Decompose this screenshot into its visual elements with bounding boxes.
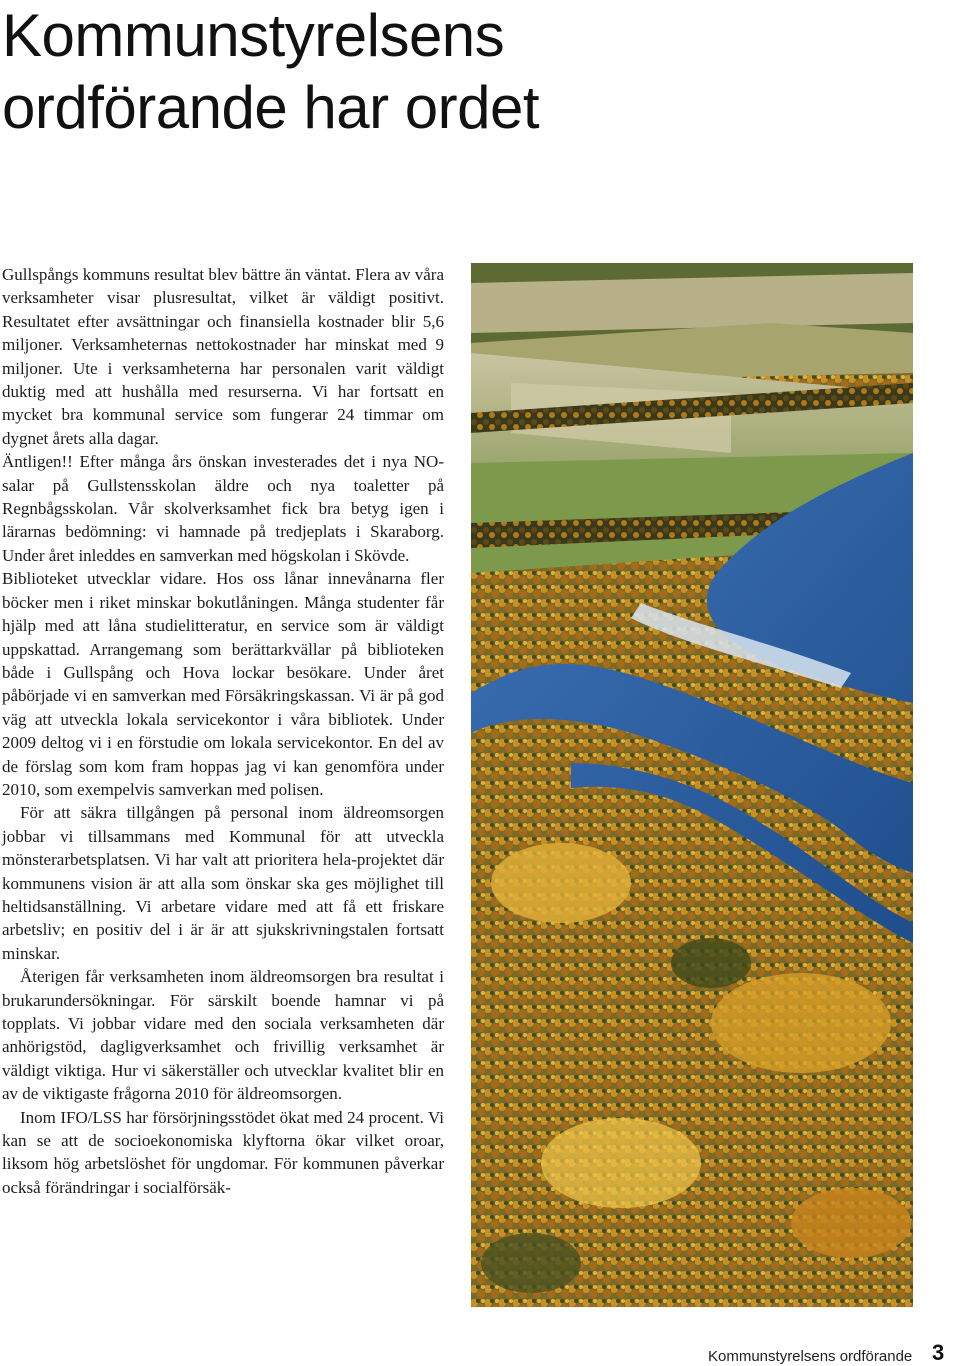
paragraph: Återigen får verksamheten inom äldreomsorgen bra resultat i brukarundersökningar. För särskilt boende hamnar vi på topplats. Vi jobbar vidare med den sociala verksamheten där anhörigstöd, dagligverksamhet och frivillig verksamhet är väldigt viktiga. Hur vi säkerställer och utvecklar kvalitet blir en av de viktigaste frågorna 2010 för äldreomsorgen.	[2, 967, 444, 1104]
page-title-line-2: ordförande har ordet	[2, 74, 540, 141]
paragraph: Biblioteket utvecklar vidare. Hos oss lånar innevånarna fler böcker men i riket minskar bokutlåningen. Många studenter får hjälp med att låna studielitteratur, en service som är väldigt uppskattad. Arrangemang som berättarkvällar på biblioteken både i Gullspång och Hova lockar besökare. Under året påbörjade vi en samverkan med Försäkringskassan. Vi är på god väg att utveckla lokala servicekontor i våra bibliotek. Under 2009 deltog vi i en förstudie om lokala servicekontor. En del av de förslag som kom fram hoppas jag vi kan genomföra under 2010, som exempelvis samverkan med polisen.	[2, 569, 444, 799]
paragraph: Gullspångs kommuns resultat blev bättre än väntat. Flera av våra verksamheter visar plusresultat, vilket är väldigt positivt. Resultatet efter avsättningar och finansiella kostnader blir 5,6 miljoner. Verksamheternas nettokostnader har minskat med 9 miljoner. Ute i verksamheterna har personalen varit väldigt duktig med att hushålla med resurserna. Vi har fortsatt en mycket bra kommunal service som fungerar 24 timmar om dygnet årets alla dagar.	[2, 265, 444, 448]
footer-section-label: Kommunstyrelsens ordförande	[708, 1348, 913, 1365]
paragraph: Äntligen!! Efter många års önskan investerades det i nya NO-salar på Gullstensskolan äldre och nya toaletter på Regnbågsskolan. Vår skolverksamhet fick bra betyg igen i lärarnas bedömning: vi hamnade på tredjeplats i Skaraborg. Under året inleddes en samverkan med högskolan i Skövde.	[2, 452, 444, 565]
page-number: 3	[932, 1340, 945, 1365]
paragraph: Inom IFO/LSS har försörjningsstödet ökat med 24 procent. Vi kan se att de socioekonomiska klyftorna ökar vilket oroar, liksom hög arbetslöshet för ungdomar. För kommunen påverkar också förändringar i socialförsäk-	[2, 1107, 444, 1197]
page-title	[2, 0, 539, 144]
article-body	[2, 263, 444, 1199]
aerial-river-landscape-photo	[471, 263, 913, 1307]
page-title-line-1: Kommunstyrelsens	[2, 2, 505, 69]
paragraph: För att säkra tillgången på personal inom äldreomsorgen jobbar vi tillsammans med Kommunal för att utveckla mönsterarbetsplatsen. Vi har valt att prioritera hela-projektet där kommunens vision är att alla som önskar ska ges möjlighet till heltidsanställning. Vi arbetare vidare med att få ett friskare arbetsliv; en positiv del i är är att sjukskrivningstalen fortsatt minskar.	[2, 803, 444, 963]
